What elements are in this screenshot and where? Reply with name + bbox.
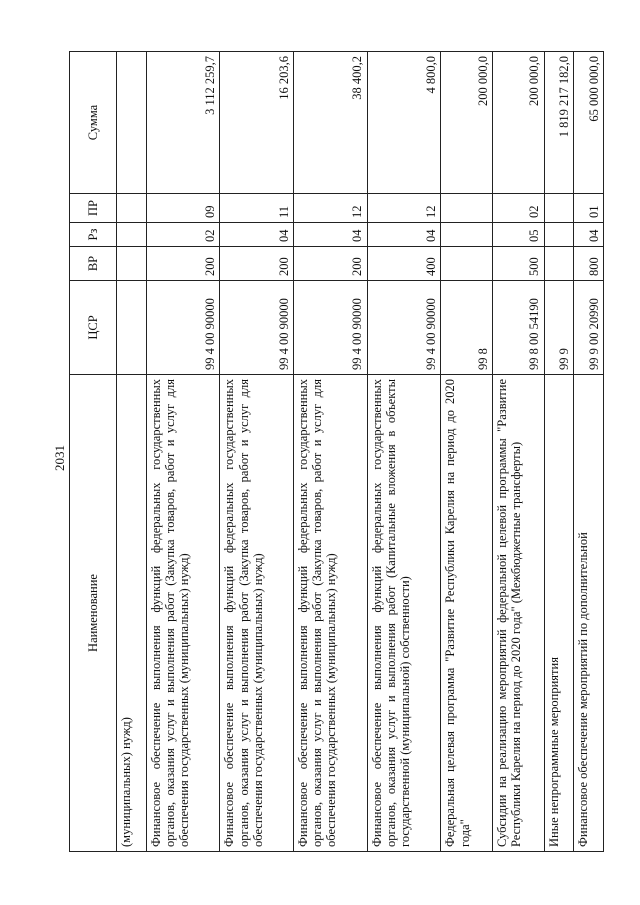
row-sum: 200 000,0	[492, 52, 544, 194]
row-pr: 01	[574, 194, 604, 223]
table-row	[220, 52, 294, 852]
row-sum: 3 112 259,7	[146, 52, 220, 194]
row-sum: 4 800,0	[367, 52, 441, 194]
row-sum: 38 400,2	[293, 52, 367, 194]
table-row	[544, 52, 574, 852]
row-pr: 12	[293, 194, 367, 223]
header-rz: Рз	[70, 223, 117, 247]
row-pr: 11	[220, 194, 294, 223]
table-row	[492, 52, 544, 852]
header-csr: ЦСР	[70, 281, 117, 375]
row-name: (муниципальных) нужд)	[117, 375, 147, 852]
table-row	[146, 52, 220, 852]
row-csr: 99 8	[441, 281, 493, 375]
row-csr: 99 9 00 20990	[574, 281, 604, 375]
row-rz: 04	[574, 223, 604, 247]
table-row	[441, 52, 493, 852]
table-row	[117, 52, 147, 852]
row-csr	[117, 281, 147, 375]
header-sum: Сумма	[70, 52, 117, 194]
row-name: Финансовое обеспечение мероприятий по дополнительной	[574, 375, 604, 852]
row-name: Финансовое обеспечение выполнения функций федеральных государственных органов, оказания услуг и выполнения работ (Закупка товаров, работ и услуг для обеспечения государственных (муниципальных) нужд)	[293, 375, 367, 852]
row-sum: 65 000 000,0	[574, 52, 604, 194]
row-rz	[117, 223, 147, 247]
row-name: Финансовое обеспечение выполнения функций федеральных государственных органов, оказания услуг и выполнения работ (Закупка товаров, работ и услуг для обеспечения государственных (муниципальных) нужд)	[220, 375, 294, 852]
row-rz: 04	[367, 223, 441, 247]
row-vr	[441, 247, 493, 281]
row-rz	[544, 223, 574, 247]
row-name: Субсидии на реализацию мероприятий федеральной целевой программы "Развитие Республики Карелия на период до 2020 года" (Межбюджетные трансферты)	[492, 375, 544, 852]
row-csr: 99 9	[544, 281, 574, 375]
row-pr: 02	[492, 194, 544, 223]
row-vr: 800	[574, 247, 604, 281]
row-csr: 99 4 00 90000	[220, 281, 294, 375]
header-vr: ВР	[70, 247, 117, 281]
row-rz: 02	[146, 223, 220, 247]
row-vr: 200	[220, 247, 294, 281]
row-vr: 200	[293, 247, 367, 281]
row-rz	[441, 223, 493, 247]
row-name: Финансовое обеспечение выполнения функций федеральных государственных органов, оказания услуг и выполнения работ (Капитальные вложения в объекты государственной (муниципальной) собственности)	[367, 375, 441, 852]
row-pr: 12	[367, 194, 441, 223]
row-name: Федеральная целевая программа "Развитие Республики Карелия на период до 2020 года"	[441, 375, 493, 852]
row-csr: 99 4 00 90000	[293, 281, 367, 375]
row-vr: 200	[146, 247, 220, 281]
header-pr: ПР	[70, 194, 117, 223]
row-name: Финансовое обеспечение выполнения функций федеральных государственных органов, оказания услуг и выполнения работ (Закупка товаров, работ и услуг для обеспечения государственных (муниципальных) нужд)	[146, 375, 220, 852]
table-header-row	[70, 52, 117, 852]
row-csr: 99 4 00 90000	[146, 281, 220, 375]
budget-table	[69, 51, 604, 852]
row-csr: 99 8 00 54190	[492, 281, 544, 375]
row-vr: 500	[492, 247, 544, 281]
row-pr	[544, 194, 574, 223]
row-rz: 05	[492, 223, 544, 247]
row-sum: 16 203,6	[220, 52, 294, 194]
row-pr	[441, 194, 493, 223]
table-row	[293, 52, 367, 852]
row-vr: 400	[367, 247, 441, 281]
row-sum: 200 000,0	[441, 52, 493, 194]
row-rz: 04	[293, 223, 367, 247]
row-csr: 99 4 00 90000	[367, 281, 441, 375]
row-pr: 09	[146, 194, 220, 223]
header-name: Наименование	[70, 375, 117, 852]
row-pr	[117, 194, 147, 223]
row-sum: 1 819 217 182,0	[544, 52, 574, 194]
row-vr	[117, 247, 147, 281]
row-name: Иные непрограммные мероприятия	[544, 375, 574, 852]
row-rz: 04	[220, 223, 294, 247]
table-row	[574, 52, 604, 852]
page-number: 2031	[52, 445, 67, 471]
row-vr	[544, 247, 574, 281]
budget-table-container	[69, 52, 604, 852]
row-sum	[117, 52, 147, 194]
table-row	[367, 52, 441, 852]
